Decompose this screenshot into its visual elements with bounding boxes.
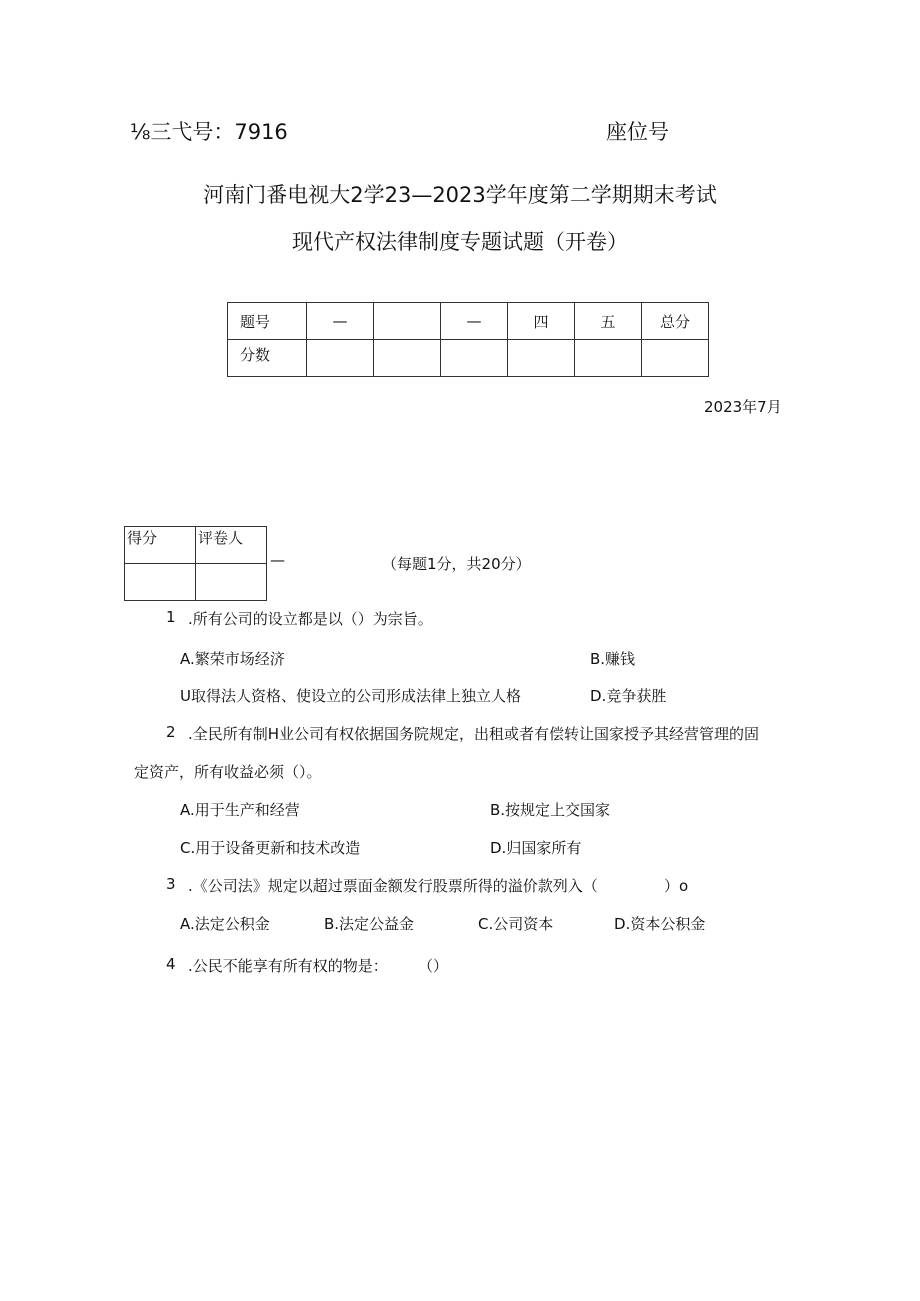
seat-number-label: 座位号 xyxy=(606,120,669,144)
question-3-option-b: B.法定公益金 xyxy=(324,915,415,933)
question-1-option-a: A.繁荣市场经济 xyxy=(180,650,285,668)
grader-box xyxy=(124,526,267,601)
question-2-text: .全民所有制H业公司有权依据国务院规定，出租或者有偿转让国家授予其经营管理的固 xyxy=(188,725,760,743)
question-1-option-d: D.竞争获胜 xyxy=(590,687,667,705)
score-table-cell xyxy=(441,340,508,377)
grader-box-label-row xyxy=(125,527,267,564)
exam-subtitle: 现代产权法律制度专题试题（开卷） xyxy=(292,230,628,254)
question-3-number: 3 xyxy=(166,875,176,893)
section-note: （每题1分，共20分） xyxy=(382,555,531,573)
question-1-number: 1 xyxy=(166,608,176,626)
score-table-score-row xyxy=(228,340,709,377)
question-3-option-a: A.法定公积金 xyxy=(180,915,270,933)
score-cell xyxy=(125,564,196,601)
score-table xyxy=(227,302,709,377)
question-3-text: .《公司法》规定以超过票面金额发行股票所得的溢价款列入（ xyxy=(188,877,598,895)
question-3-option-d: D.资本公积金 xyxy=(614,915,706,933)
section-marker: — xyxy=(270,551,285,569)
question-2-text-continued: 定资产，所有收益必须（）。 xyxy=(134,763,322,781)
score-table-cell: — xyxy=(307,303,374,340)
score-table-cell xyxy=(508,340,575,377)
score-table-header-row xyxy=(228,303,709,340)
score-table-cell: — xyxy=(441,303,508,340)
grader-label: 评卷人 xyxy=(196,527,267,564)
question-2-number: 2 xyxy=(166,723,176,741)
score-table-cell xyxy=(575,340,642,377)
exam-date: 2023年7月 xyxy=(704,398,782,416)
score-table-cell xyxy=(307,340,374,377)
score-table-cell: 五 xyxy=(575,303,642,340)
score-table-cell: 总分 xyxy=(642,303,709,340)
score-table-cell xyxy=(374,340,441,377)
question-2-option-c: C.用于设备更新和技术改造 xyxy=(180,839,361,857)
question-4-number: 4 xyxy=(166,955,176,973)
exam-code: ⅛三弋号：7916 xyxy=(130,120,288,144)
grader-cell xyxy=(196,564,267,601)
score-label: 得分 xyxy=(125,527,196,564)
question-3-text-tail: ）o xyxy=(664,877,689,895)
question-2-option-a: A.用于生产和经营 xyxy=(180,801,300,819)
score-table-cell: 分数 xyxy=(228,340,307,377)
question-1-text: .所有公司的设立都是以（）为宗旨。 xyxy=(188,610,433,628)
question-2-option-d: D.归国家所有 xyxy=(490,839,582,857)
grader-box-blank-row xyxy=(125,564,267,601)
score-table-cell: 四 xyxy=(508,303,575,340)
score-table-cell: 题号 xyxy=(228,303,307,340)
question-4-text: .公民不能享有所有权的物是： xyxy=(188,957,388,975)
question-1-option-b: B.赚钱 xyxy=(590,650,636,668)
exam-title: 河南门番电视大2学23—2023学年度第二学期期末考试 xyxy=(203,183,717,207)
question-4-text-tail: （） xyxy=(418,957,449,975)
score-table-cell xyxy=(374,303,441,340)
score-table-cell xyxy=(642,340,709,377)
question-2-option-b: B.按规定上交国家 xyxy=(490,801,611,819)
question-3-option-c: C.公司资本 xyxy=(478,915,554,933)
question-1-option-c: U取得法人资格、使设立的公司形成法律上独立人格 xyxy=(180,687,521,705)
